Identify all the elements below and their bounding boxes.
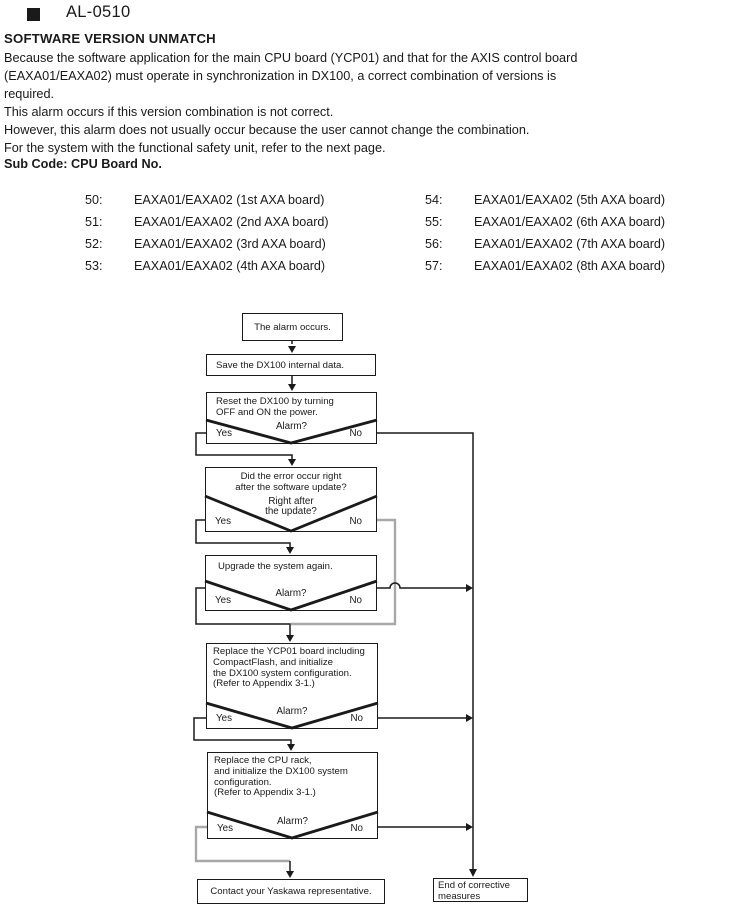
- arrowhead-down: [286, 547, 294, 554]
- decision-question: Alarm?: [276, 706, 308, 717]
- flow-box-text: after the software update?: [235, 482, 347, 493]
- subcode-label: EAXA01/EAXA02 (4th AXA board): [134, 259, 326, 273]
- decision-question-line: Right after: [268, 496, 314, 507]
- flow-box-save-data: [206, 354, 376, 376]
- alarm-code-title: AL-0510: [66, 3, 131, 21]
- flow-box-end-of-measures: [433, 878, 528, 902]
- section-bullet-icon: [27, 8, 40, 21]
- decision-no-label: No: [349, 428, 362, 439]
- decision-question: Alarm?: [276, 816, 309, 827]
- flow-box-text: and initialize the DX100 system: [214, 765, 348, 777]
- subcode-number: 52:: [85, 237, 103, 251]
- arrowhead-down: [286, 871, 294, 878]
- flow-box-text: Replace the CPU rack,: [214, 755, 312, 766]
- flow-box-error-after-update: [205, 467, 377, 532]
- subcode-number: 57:: [425, 259, 443, 273]
- decision-question-line: the update?: [265, 506, 317, 517]
- decision-no-label: No: [350, 823, 363, 834]
- subcode-number: 53:: [85, 259, 103, 273]
- arrowhead-right: [466, 823, 473, 831]
- flow-box-text: OFF and ON the power.: [216, 407, 318, 418]
- flow-box-replace-cpu-rack: [207, 752, 378, 839]
- subcode-label: EAXA01/EAXA02 (7th AXA board): [474, 237, 666, 251]
- subcode-label: EAXA01/EAXA02 (8th AXA board): [474, 259, 666, 273]
- flow-box-text: Reset the DX100 by turning: [216, 396, 334, 407]
- flow-box-text: measures: [438, 890, 481, 902]
- subcode-label: EAXA01/EAXA02 (3rd AXA board): [134, 237, 326, 251]
- decision-yes-label: Yes: [216, 428, 232, 439]
- decision-question: [206, 497, 376, 517]
- flow-box-text: Replace the YCP01 board including: [213, 646, 365, 657]
- decision-no-label: No: [350, 713, 363, 724]
- flow-box-text: Did the error occur right: [240, 471, 342, 482]
- subcode-number: 51:: [85, 215, 103, 229]
- connector-no-main-vertical: [377, 433, 473, 869]
- subcode-label: EAXA01/EAXA02 (2nd AXA board): [134, 215, 329, 229]
- decision-yes-label: Yes: [217, 823, 233, 834]
- arrowhead-right: [466, 714, 473, 722]
- subcode-number: 54:: [425, 193, 443, 207]
- arrowhead-right: [466, 584, 473, 592]
- flow-box-text: (Refer to Appendix 3-1.): [214, 787, 316, 799]
- subcode-label: EAXA01/EAXA02 (6th AXA board): [474, 215, 666, 229]
- alarm-description: [4, 49, 577, 157]
- body-text-line: (EAXA01/EAXA02) must operate in synchronization in DX100, a correct combination of versions is: [4, 69, 557, 83]
- subcode-number: 50:: [85, 193, 103, 207]
- arrowhead-down: [287, 744, 295, 751]
- flow-box-text: Contact your Yaskawa representative.: [210, 886, 372, 897]
- decision-question: Alarm?: [275, 588, 307, 599]
- flow-box-text: End of corrective: [438, 880, 510, 891]
- arrowhead-down: [288, 346, 296, 353]
- flow-box-text: The alarm occurs.: [254, 321, 331, 333]
- alarm-name-heading: SOFTWARE VERSION UNMATCH: [4, 31, 216, 46]
- flow-box-text: Save the DX100 internal data.: [216, 359, 345, 371]
- flow-box-reset-power: [206, 392, 377, 444]
- flow-box-text: configuration.: [214, 776, 272, 788]
- flow-box-text: the DX100 system configuration.: [213, 667, 352, 679]
- connector-upgrade-no-with-hop: [377, 583, 466, 588]
- arrowhead-down: [288, 459, 296, 466]
- body-text-line: However, this alarm does not usually occur because the user cannot change the combination.: [4, 123, 530, 137]
- decision-yes-label: Yes: [215, 516, 231, 527]
- flow-box-contact-yaskawa: [197, 879, 385, 904]
- body-text-line: required.: [4, 87, 55, 101]
- decision-no-label: No: [349, 595, 362, 606]
- flow-box-alarm-occurs: [242, 313, 343, 341]
- decision-yes-label: Yes: [216, 713, 232, 724]
- arrowhead-down: [288, 384, 296, 391]
- flow-box-text: CompactFlash, and initialize: [213, 656, 333, 668]
- subcode-label: EAXA01/EAXA02 (1st AXA board): [134, 193, 325, 207]
- arrowhead-down: [286, 635, 294, 642]
- subcode-number: 56:: [425, 237, 443, 251]
- subcode-number: 55:: [425, 215, 443, 229]
- body-text-line: For the system with the functional safety unit, refer to the next page.: [4, 141, 386, 155]
- arrowhead-down: [469, 869, 477, 877]
- body-text-line: This alarm occurs if this version combination is not correct.: [4, 105, 334, 119]
- flow-box-replace-ycp01: [206, 643, 378, 729]
- subcode-heading: Sub Code: CPU Board No.: [4, 157, 162, 171]
- flow-box-upgrade-again: [205, 555, 377, 611]
- decision-yes-label: Yes: [215, 595, 231, 606]
- decision-question: Alarm?: [275, 421, 308, 432]
- decision-no-label: No: [349, 516, 362, 527]
- body-text-line: Because the software application for the main CPU board (YCP01) and that for the AXIS control board: [4, 51, 578, 65]
- flow-box-text: (Refer to Appendix 3-1.): [213, 678, 315, 690]
- flow-box-text: Upgrade the system again.: [218, 561, 333, 572]
- subcode-label: EAXA01/EAXA02 (5th AXA board): [474, 193, 666, 207]
